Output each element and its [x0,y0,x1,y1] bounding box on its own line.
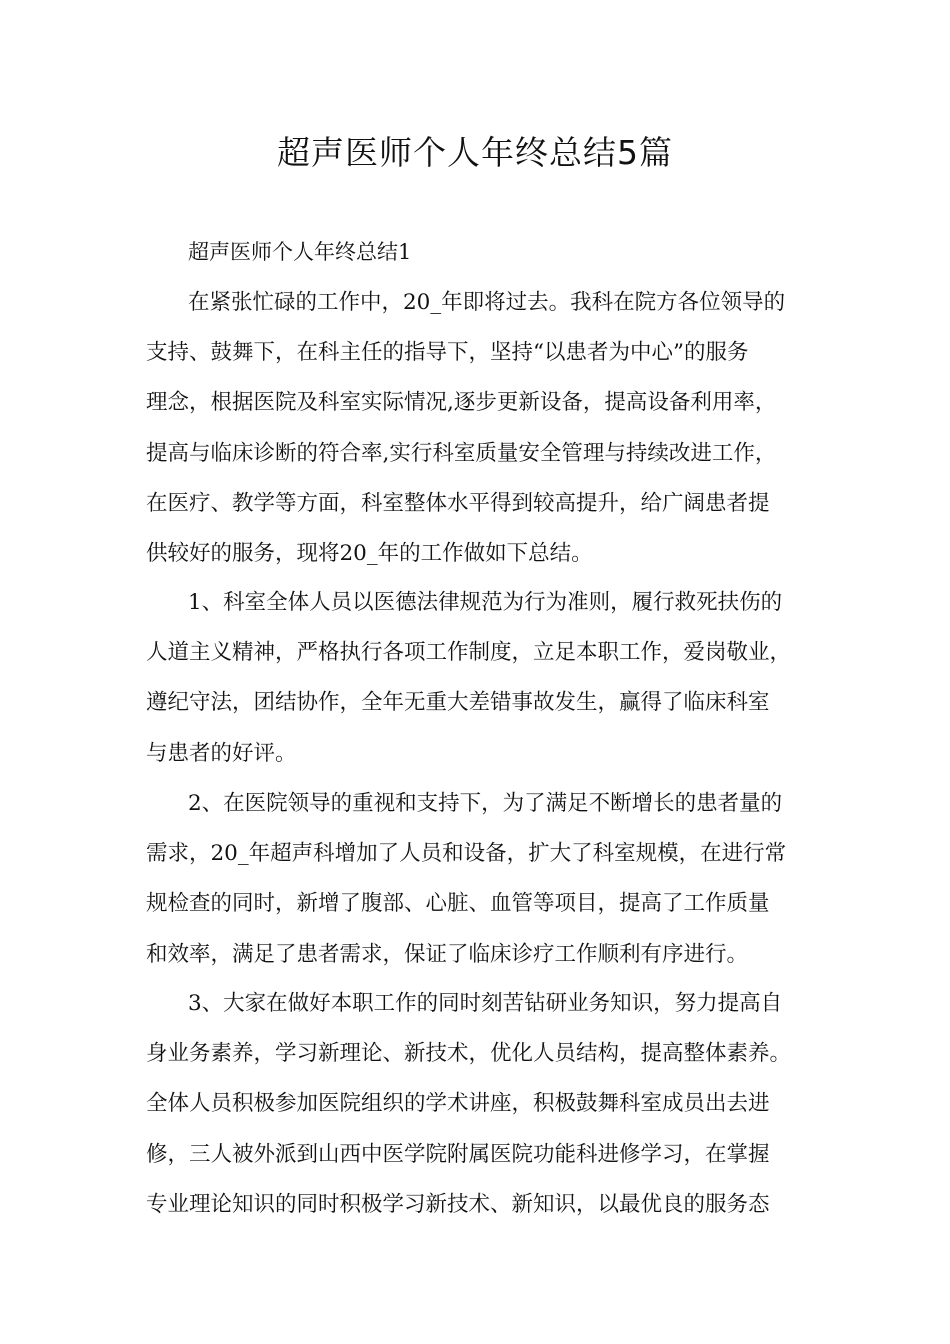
paragraph-line: 供较好的服务，现将20_年的工作做如下总结。 [146,540,593,566]
paragraph-line: 和效率，满足了患者需求，保证了临床诊疗工作顺利有序进行。 [146,941,749,967]
paragraph-point-1 [146,578,791,779]
paragraph-point-3 [146,979,791,1230]
paragraph-line: 1、科室全体人员以医德法律规范为行为准则，履行救死扶伤的 [188,590,783,615]
paragraph-line: 人道主义精神，严格执行各项工作制度，立足本职工作，爱岗敬业， [146,640,792,666]
paragraph-line: 修，三人被外派到山西中医学院附属医院功能科进修学习，在掌握 [146,1141,770,1167]
paragraph-line: 身业务素养，学习新理论、新技术，优化人员结构，提高整体素养。 [146,1041,792,1067]
paragraph-line: 理念，根据医院及科室实际情况,逐步更新设备，提高设备利用率， [146,390,777,416]
paragraph-line: 专业理论知识的同时积极学习新技术、新知识，以最优良的服务态 [146,1191,770,1217]
paragraph-line: 支持、鼓舞下，在科主任的指导下，坚持“以患者为中心”的服务 [146,340,749,366]
paragraph-line: 遵纪守法，团结协作，全年无重大差错事故发生，赢得了临床科室 [146,690,770,716]
paragraph-line: 在医疗、教学等方面，科室整体水平得到较高提升，给广阔患者提 [146,490,770,516]
paragraph-line: 全体人员积极参加医院组织的学术讲座，积极鼓舞科室成员出去进 [146,1091,770,1117]
paragraph-line: 提高与临床诊断的符合率,实行科室质量安全管理与持续改进工作， [146,440,777,466]
paragraph-line: 需求，20_年超声科增加了人员和设备，扩大了科室规模，在进行常 [146,841,787,867]
document-title: 超声医师个人年终总结5篇 [277,133,673,172]
section-heading: 超声医师个人年终总结1 [188,240,412,264]
paragraph-line: 在紧张忙碌的工作中，20_年即将过去。我科在院方各位领导的 [188,290,786,315]
paragraph-line: 规检查的同时，新增了腹部、心脏、血管等项目，提高了工作质量 [146,891,770,917]
paragraph-line: 与患者的好评。 [146,740,297,766]
paragraph-intro [146,278,785,579]
paragraph-line: 3、大家在做好本职工作的同时刻苦钻研业务知识，努力提高自 [188,991,783,1016]
paragraph-line: 2、在医院领导的重视和支持下，为了满足不断增长的患者量的 [188,791,783,816]
paragraph-point-2 [146,779,786,980]
